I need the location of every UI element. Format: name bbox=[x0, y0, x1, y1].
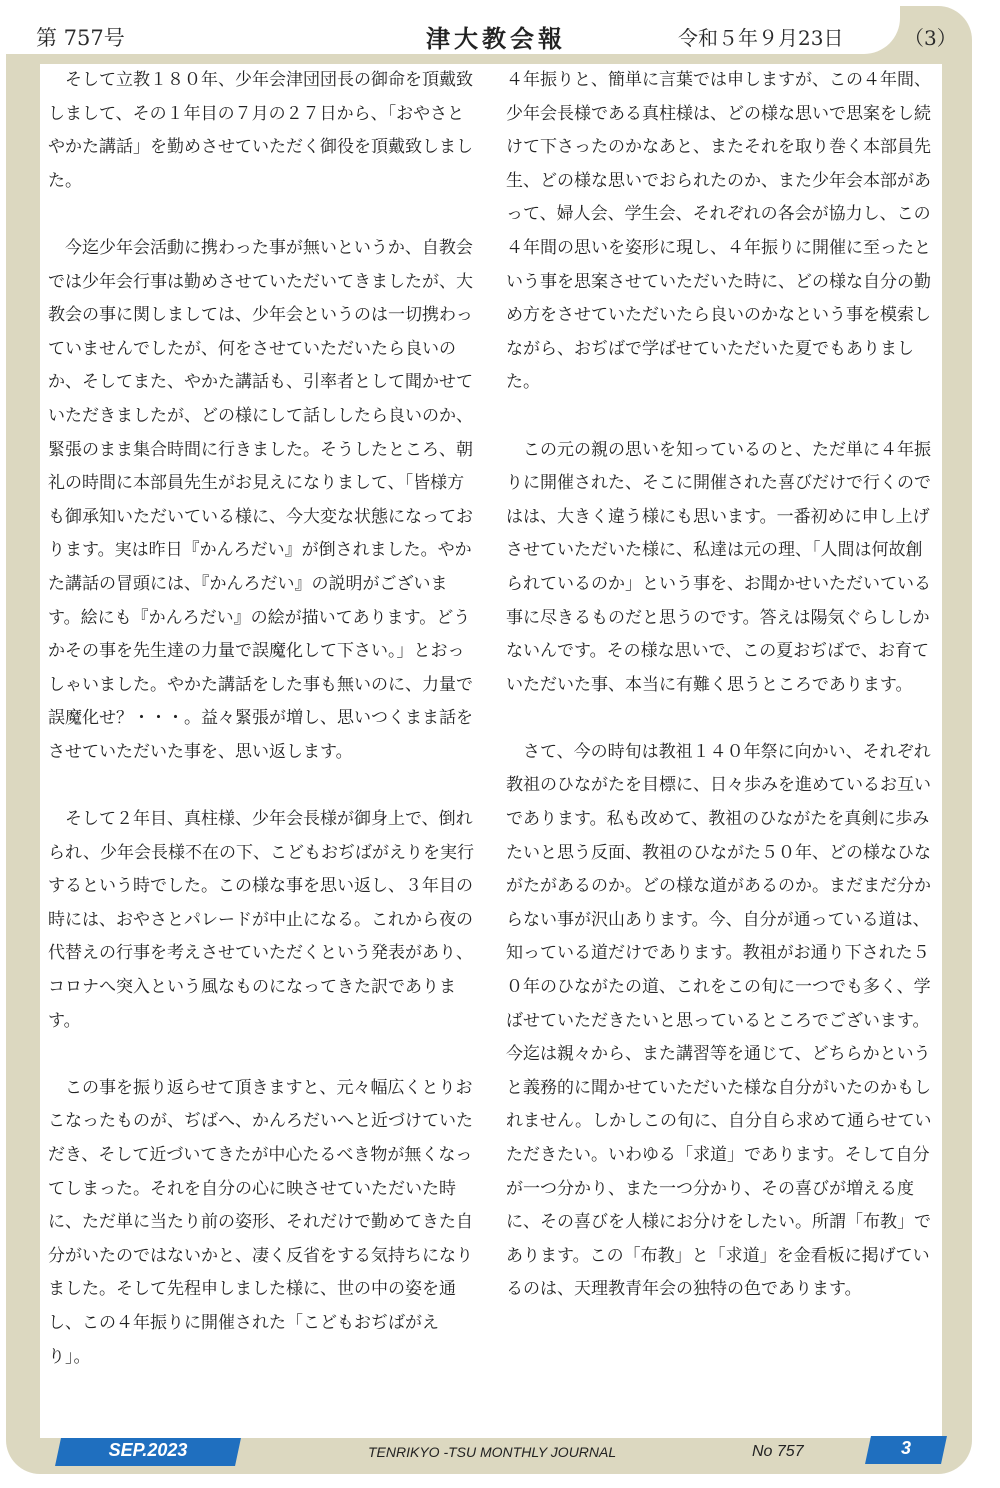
paragraph: この元の親の思いを知っているのと、ただ単に４年振りに開催された、そこに開催された喜びだけで行くのではは、大きく違う様にも思います。一番初めに申し上げさせていただいた様に、私達は元の理、「人間は何故創られているのか」という事を、お聞かせいただいている事に尽きるものだと思うのです。答えは陽気ぐらししかないんです。その様な思いで、この夏おぢばで、お育ていただいた事、本当に有難く思うところであります。 bbox=[506, 439, 931, 695]
right-column bbox=[506, 64, 938, 1438]
footer-page-number: 3 bbox=[900, 1438, 911, 1458]
paragraph: さて、今の時旬は教祖１４０年祭に向かい、それぞれ教祖のひながたを目標に、日々歩みを進めているお互いであります。私も改めて、教祖のひながたを真剣に歩みたいと思う反面、教祖のひながた５０年、どの様なひながたがあるのか。どの様な道があるのか。まだまだ分からない事が沢山あります。今、自分が通っている道は、知っている道だけであります。教祖がお通り下された５０年のひながたの道、これをこの旬に一つでも多く、学ばせていただきたいと思っているところでございます。今迄は親々から、また講習等を通じて、どちらかというと義務的に聞かせていただいた様な自分がいたのかもしれません。しかしこの旬に、自分自ら求めて通らせていただきたい。いわゆる「求道」であります。そして自分が一つ分かり、また一つ分かり、その喜びが増える度に、その喜びを人様にお分けをしたい。所謂「布教」であります。この「布教」と「求道」を金看板に掲げているのは、天理教青年会の独特の色であります。 bbox=[506, 741, 932, 1300]
footer-journal-name: TENRIKYO -TSU MONTHLY JOURNAL bbox=[368, 1444, 617, 1460]
paper-name: 津大教会報 bbox=[426, 24, 566, 53]
left-column bbox=[48, 64, 480, 1438]
footer-issue-number: No 757 bbox=[752, 1443, 804, 1460]
page-frame bbox=[6, 6, 972, 1474]
footer-date: SEP.2023 bbox=[108, 1440, 188, 1460]
article-body bbox=[40, 64, 942, 1438]
paragraph: そして２年目、真柱様、少年会長様が御身上で、倒れられ、少年会長様不在の下、こどもおぢばがえりを実行するという時でした。この様な事を思い返し、３年目の時には、おやさとパレードが中止になる。これから夜の代替えの行事を考えさせていただくという発表があり、コロナへ突入という風なものになってきた訳であります。 bbox=[48, 809, 475, 1031]
issue-date: 令和５年９月23日 bbox=[678, 26, 844, 50]
paragraph: ４年振りと、簡単に言葉では申しますが、この４年間、少年会長様である真柱様は、どの様な思いで思案をし続けて下さったのかなあと、またそれを取り巻く本部員先生、どの様な思いでおられたのか、また少年会本部があって、婦人会、学生会、それぞれの各会が協力し、この４年間の思いを姿形に現し、４年振りに開催に至ったという事を思案させていただいた時に、どの様な自分の勤め方をさせていただいたら良いのかなという事を模索しながら、おぢばで学ばせていただいた夏でもありました。 bbox=[506, 70, 931, 393]
issue-number: 第 757号 bbox=[36, 26, 125, 50]
header-bar bbox=[6, 6, 900, 54]
paragraph: そして立教１８０年、少年会津団団長の御命を頂戴致しまして、その１年目の７月の２７日から、「おやさとやかた講話」を勤めさせていただく御役を頂戴致しました。 bbox=[48, 70, 473, 191]
page-label: （3） bbox=[904, 26, 957, 50]
paragraph: 今迄少年会活動に携わった事が無いというか、自教会では少年会行事は勤めさせていただいてきましたが、大教会の事に関しましては、少年会というのは一切携わっていませんでしたが、何をさせていただいたら良いのか、そしてまた、やかた講話も、引率者として聞かせていただきましたが、どの様にして話ししたら良いのか、緊張のまま集合時間に行きました。そうしたところ、朝礼の時間に本部員先生がお見えになりまして、「皆様方も御承知いただいている様に、今大変な状態になっております。実は昨日『かんろだい』が倒されました。やかた講話の冒頭には、『かんろだい』の説明がございます。絵にも『かんろだい』の絵が描いてあります。どうかその事を先生達の力量で誤魔化して下さい。」とおっしゃいました。やかた講話をした事も無いのに、力量で誤魔化せ？・・・。益々緊張が増し、思いつくまま話をさせていただいた事を、思い返します。 bbox=[48, 237, 473, 762]
paragraph: この事を振り返らせて頂きますと、元々幅広くとりおこなったものが、ぢばへ、かんろだいへと近づけていただき、そして近づいてきたが中心たるべき物が無くなってしまった。それを自分の心に映させていただいた時に、ただ単に当たり前の姿形、それだけで勤めてきた自分がいたのではないかと、凄く反省をする気持ちになりました。そして先程申しました様に、世の中の姿を通し、この４年振りに開催された「こどもおぢばがえり」。 bbox=[48, 1077, 473, 1367]
